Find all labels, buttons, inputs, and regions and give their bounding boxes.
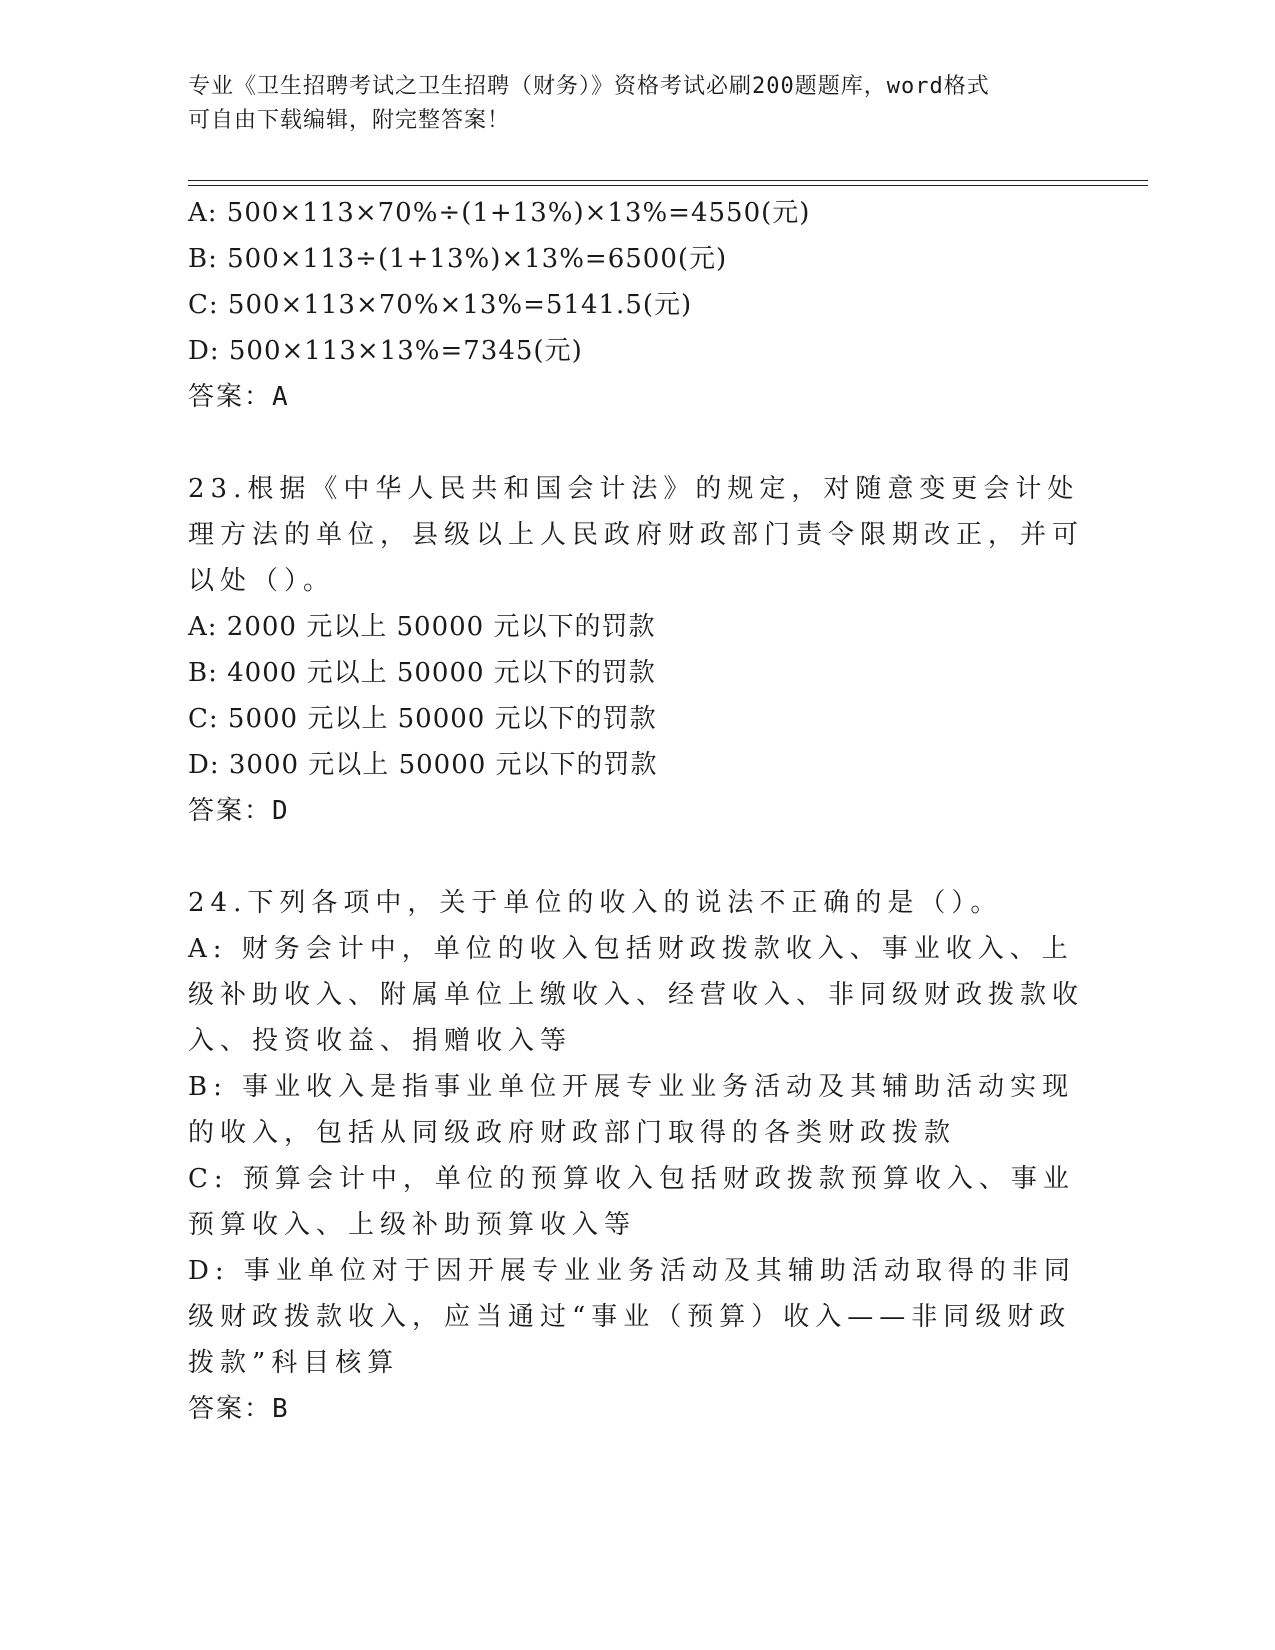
option-b: B: 事业收入是指事业单位开展专业业务活动及其辅助活动实现的收入，包括从同级政府财政部门取得的各类财政拨款: [188, 1072, 1075, 1148]
option-b: B: 4000 元以上 50000 元以下的罚款: [188, 658, 656, 688]
option-d: D: 3000 元以上 50000 元以下的罚款: [188, 750, 658, 780]
option-d: D: 事业单位对于因开展专业业务活动及其辅助活动取得的非同级财政拨款收入，应当通过“事业（预算）收入——非同级财政拨款”科目核算: [188, 1256, 1076, 1378]
option-a: A: 500×113×70%÷(1+13%)×13%=4550(元): [188, 198, 811, 228]
spacer: [188, 420, 1088, 466]
option-c: C: 预算会计中，单位的预算收入包括财政拨款预算收入、事业预算收入、上级补助预算收入等: [188, 1164, 1075, 1240]
header-divider-bottom: [188, 185, 1148, 186]
option-c: C: 5000 元以上 50000 元以下的罚款: [188, 704, 657, 734]
header-divider-top: [188, 180, 1148, 181]
answer-line: 答案：D: [188, 796, 290, 826]
header-line-1: 专业《卫生招聘考试之卫生招聘（财务）》资格考试必刷200题题库，word格式: [188, 74, 990, 99]
answer-line: 答案：A: [188, 382, 290, 412]
answer-line: 答案：B: [188, 1394, 290, 1424]
question-24-block: [188, 880, 1088, 1432]
option-b: B: 500×113÷(1+13%)×13%=6500(元): [188, 244, 728, 274]
header-line-2: 可自由下载编辑，附完整答案！: [188, 108, 511, 133]
question-22-block: [188, 190, 1088, 420]
option-a: A: 2000 元以上 50000 元以下的罚款: [188, 612, 656, 642]
question-text: 24.下列各项中，关于单位的收入的说法不正确的是（）。: [188, 888, 1003, 918]
spacer: [188, 834, 1088, 880]
option-a: A: 财务会计中，单位的收入包括财政拨款收入、事业收入、上级补助收入、附属单位上缴收入、经营收入、非同级财政拨款收入、投资收益、捐赠收入等: [188, 934, 1085, 1056]
option-d: D: 500×113×13%=7345(元): [188, 336, 583, 366]
option-c: C: 500×113×70%×13%=5141.5(元): [188, 290, 693, 320]
document-header: [188, 70, 1088, 138]
question-text: 23.根据《中华人民共和国会计法》的规定，对随意变更会计处理方法的单位，县级以上人民政府财政部门责令限期改正，并可以处（）。: [188, 474, 1085, 596]
document-body: [188, 190, 1088, 1432]
question-23-block: [188, 466, 1088, 834]
